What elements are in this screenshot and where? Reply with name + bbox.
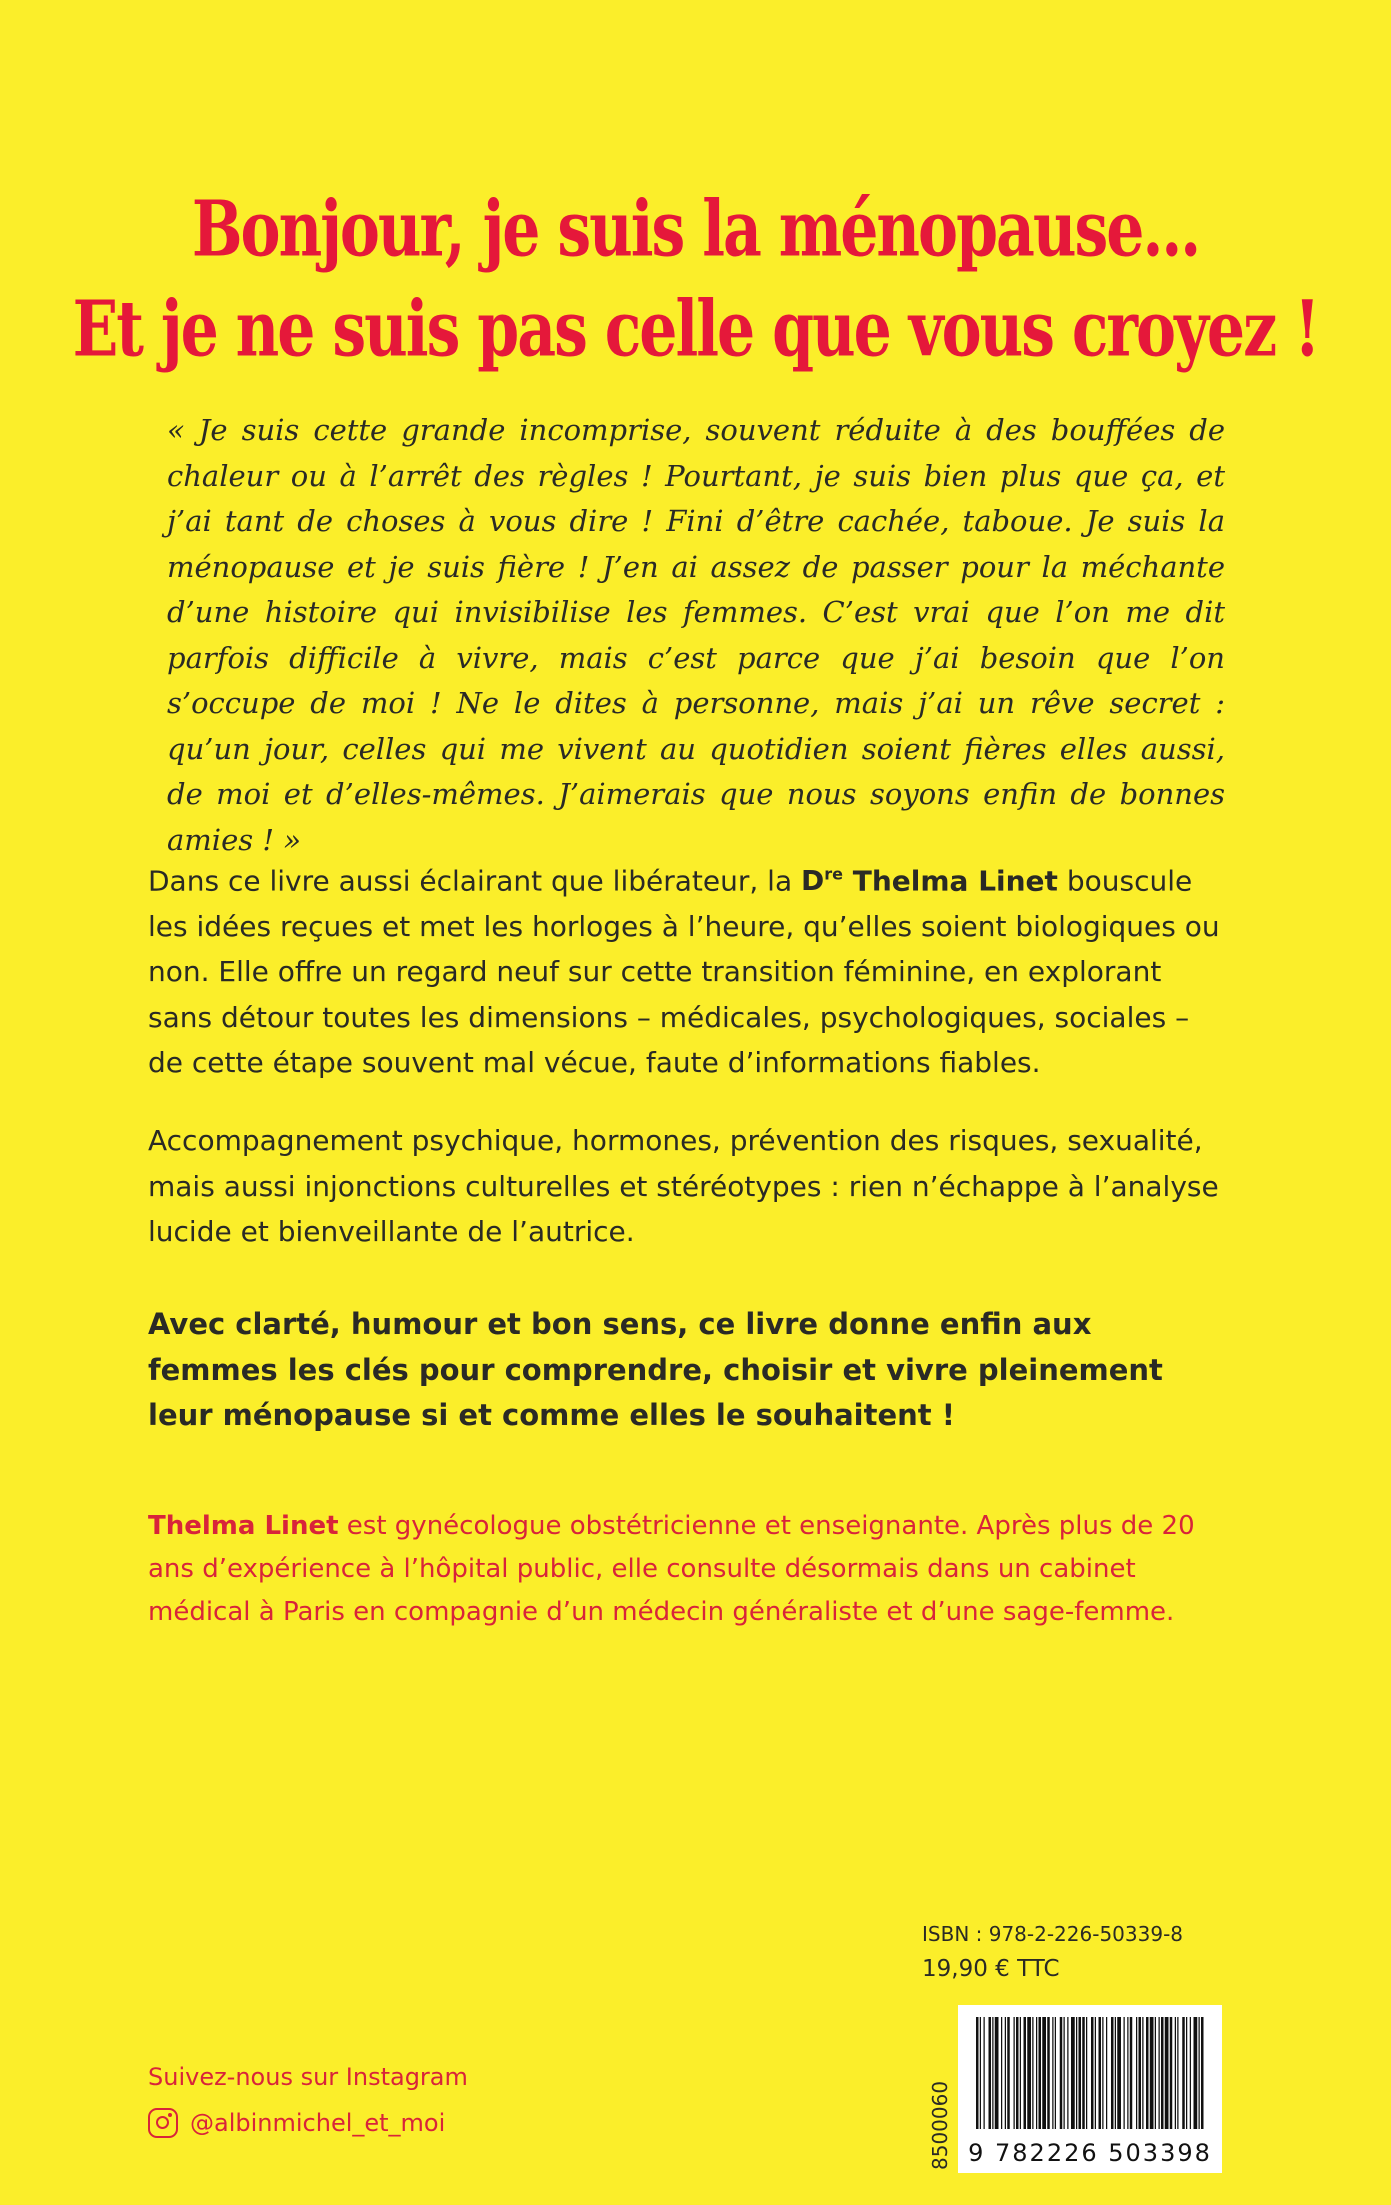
barcode-bar — [1106, 2017, 1107, 2129]
barcode-bar — [1055, 2017, 1056, 2129]
barcode-bar — [1124, 2017, 1125, 2129]
barcode-bar — [1071, 2017, 1075, 2129]
headline — [0, 180, 1391, 380]
barcode-bar — [1165, 2017, 1169, 2129]
price: 19,90 € TTC — [922, 1956, 1060, 1982]
barcode-bar — [1047, 2017, 1050, 2129]
barcode-bar — [1060, 2017, 1063, 2129]
barcode-bar — [992, 2017, 993, 2129]
barcode-bar — [980, 2017, 981, 2129]
menopause-quote: « Je suis cette grande incomprise, souvent réduite à des bouffées de chaleur ou à l’arrêt des règles ! Pourtant, je suis bien plus que ça, et j’ai tant de choses à vous dire ! Fini d’être cachée, taboue. Je suis la ménopause et je suis fière ! J’en ai assez de passer pour la méchante d’une histoire qui invisibilise les femmes. C’est vrai que l’on me dit parfois difficile à vivre, mais c’est parce que j’ai besoin que l’on s’occupe de moi ! Ne le dites à personne, mais j’ai un rêve secret : qu’un jour, celles qui me vivent au quotidien soient fières elles aussi, de moi et d’elles-mêmes. J’aimerais que nous soyons enfin de bonnes amies ! » — [167, 413, 1225, 857]
barcode-bar — [989, 2017, 992, 2129]
barcode-bar — [1005, 2017, 1006, 2129]
barcode-bar — [1082, 2017, 1085, 2129]
barcode-bar — [1095, 2017, 1096, 2129]
barcode-bar — [1102, 2017, 1103, 2129]
barcode-digits: 9 782226 503398 — [968, 2139, 1212, 2167]
barcode-bar — [1091, 2017, 1094, 2129]
barcode-bar — [1159, 2017, 1160, 2129]
barcode-bar — [1067, 2017, 1068, 2129]
barcode-bar — [1186, 2017, 1187, 2129]
barcode-bar — [1127, 2017, 1128, 2129]
instagram-label: Suivez-nous sur Instagram — [148, 2063, 468, 2091]
barcode-bar — [1170, 2017, 1173, 2129]
barcode-bar — [1199, 2017, 1200, 2129]
barcode-bar — [1177, 2017, 1178, 2129]
barcode-bar — [1146, 2017, 1149, 2129]
instagram-icon — [148, 2108, 178, 2138]
barcode-bar — [1076, 2017, 1077, 2129]
barcode-bar — [1036, 2017, 1037, 2129]
barcode-bar — [1111, 2017, 1114, 2129]
barcode-bars — [976, 2017, 1204, 2129]
barcode-bar — [1201, 2017, 1204, 2129]
instagram-handle-row[interactable] — [148, 2108, 445, 2138]
headline-line-1: Bonjour, je suis la ménopause... — [191, 185, 1200, 275]
description-paragraph-1 — [148, 852, 1228, 1086]
description-paragraph-3: Avec clarté, humour et bon sens, ce livre donne enfin aux femmes les clés pour comprendre, choisir et vivre pleinement leur ménopause si et comme elles le souhaitent ! — [148, 1307, 1163, 1432]
author-title: Dre — [801, 864, 843, 898]
barcode-bar — [1175, 2017, 1176, 2129]
barcode-bar — [1032, 2017, 1033, 2129]
side-code: 8500060 — [928, 2080, 952, 2170]
barcode-bar — [1182, 2017, 1185, 2129]
barcode-bar — [1027, 2017, 1031, 2129]
barcode-bar — [1142, 2017, 1143, 2129]
barcode-bar — [976, 2017, 979, 2129]
barcode-bar — [1007, 2017, 1010, 2129]
barcode-bar — [1139, 2017, 1142, 2129]
barcode-bar — [984, 2017, 985, 2129]
bio-author-name: Thelma Linet — [148, 1511, 339, 1541]
barcode-bar — [1024, 2017, 1027, 2129]
barcode-bar — [1014, 2017, 1015, 2129]
barcode-bar — [1155, 2017, 1156, 2129]
barcode-bar — [1020, 2017, 1021, 2129]
barcode-bar — [1099, 2017, 1102, 2129]
barcode-bar — [1039, 2017, 1042, 2129]
author-bio — [148, 1505, 1228, 1634]
barcode-bar — [1161, 2017, 1164, 2129]
barcode-bar — [1130, 2017, 1133, 2129]
barcode-bar — [1064, 2017, 1065, 2129]
isbn: ISBN : 978-2-226-50339-8 — [922, 1922, 1184, 1946]
bio-text: est gynécologue obstétricienne et enseignante. Après plus de 20 ans d’expérience à l’hôpital public, elle consulte désormais dans un cabinet médical à Paris en compagnie d’un médecin généraliste et d’une sage-femme. — [148, 1511, 1195, 1627]
barcode-bar — [1117, 2017, 1121, 2129]
barcode-bar — [1194, 2017, 1198, 2129]
description-paragraph-2: Accompagnement psychique, hormones, prévention des risques, sexualité, mais aussi injonctions culturelles et stéréotypes : rien n’échappe à l’analyse lucide et bienveillante de l’autrice. — [148, 1124, 1219, 1248]
barcode-bar — [1115, 2017, 1116, 2129]
para1-after: bouscule les idées reçues et met les horloges à l’heure, qu’elles soient biologiques ou non. Elle offre un regard neuf sur cette transition féminine, en explorant sans détour toutes les dimensions – médicales, psychologiques, sociales – de cette étape souvent mal vécue, faute d’informations fiables. — [148, 864, 1220, 1080]
barcode-bar — [1052, 2017, 1053, 2129]
barcode-bar — [1136, 2017, 1137, 2129]
author-name: Thelma Linet — [843, 864, 1058, 898]
para1-before: Dans ce livre aussi éclairant que libérateur, la — [148, 864, 801, 898]
barcode-bar — [1150, 2017, 1154, 2129]
instagram-handle[interactable]: @albinmichel_et_moi — [190, 2109, 446, 2137]
headline-line-2: Et je ne suis pas celle que vous croyez ! — [72, 285, 1319, 375]
barcode-bar — [1001, 2017, 1002, 2129]
barcode-bar — [1042, 2017, 1046, 2129]
barcode-bar — [1086, 2017, 1087, 2129]
barcode-bar — [1079, 2017, 1082, 2129]
barcode-bar — [1190, 2017, 1191, 2129]
barcode-bar — [1016, 2017, 1019, 2129]
barcode-bar — [995, 2017, 999, 2129]
barcode — [958, 2005, 1222, 2173]
